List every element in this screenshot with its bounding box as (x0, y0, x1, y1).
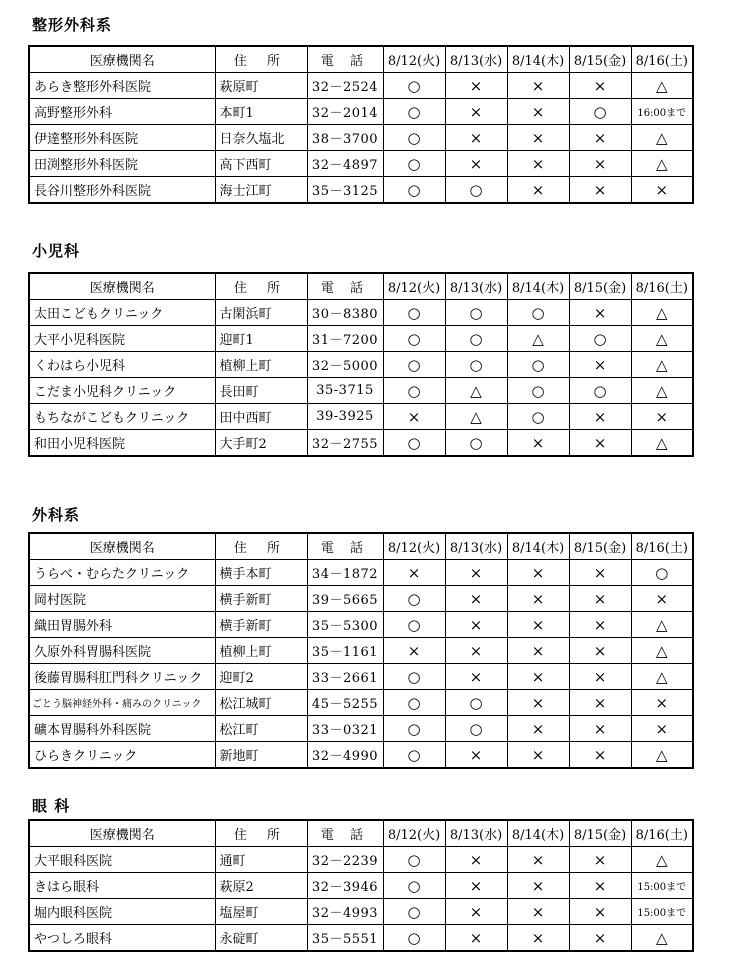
clinic-name: 長谷川整形外科医院 (29, 177, 215, 204)
availability-mark: × (507, 664, 569, 690)
table-row (29, 612, 693, 638)
availability-mark: ○ (383, 873, 445, 899)
header-name: 医療機関名 (29, 820, 215, 847)
header-date: 8/16(土) (631, 533, 693, 560)
table-row (29, 586, 693, 612)
table-row (29, 638, 693, 664)
table-row (29, 925, 693, 952)
availability-mark: × (507, 586, 569, 612)
schedule-table (28, 532, 694, 769)
header-name: 医療機関名 (29, 533, 215, 560)
header-date: 8/16(土) (631, 46, 693, 73)
header-date: 8/13(水) (445, 273, 507, 300)
header-row (29, 533, 693, 560)
availability-mark: × (507, 742, 569, 769)
availability-mark: × (569, 925, 631, 952)
clinic-address: 古閑浜町 (215, 300, 307, 326)
clinic-name: 大平小児科医院 (29, 326, 215, 352)
availability-mark: × (569, 612, 631, 638)
availability-mark: × (445, 73, 507, 99)
header-date: 8/16(土) (631, 273, 693, 300)
table-row (29, 125, 693, 151)
table-row (29, 378, 693, 404)
header-date: 8/13(水) (445, 46, 507, 73)
availability-mark: ○ (445, 716, 507, 742)
clinic-address: 大手町2 (215, 430, 307, 457)
clinic-tel: 35－5551 (307, 925, 383, 952)
availability-mark: × (569, 690, 631, 716)
availability-mark: △ (631, 847, 693, 873)
clinic-address: 本町1 (215, 99, 307, 125)
availability-mark: × (507, 638, 569, 664)
availability-mark: ○ (507, 378, 569, 404)
availability-mark: × (445, 612, 507, 638)
availability-mark: × (507, 612, 569, 638)
availability-mark: ○ (507, 404, 569, 430)
header-date: 8/13(水) (445, 533, 507, 560)
clinic-name: こだま小児科クリニック (29, 378, 215, 404)
availability-mark: × (445, 586, 507, 612)
clinic-tel: 32－5000 (307, 352, 383, 378)
table-row (29, 664, 693, 690)
availability-mark: × (569, 638, 631, 664)
availability-mark: △ (631, 300, 693, 326)
clinic-name: やつしろ眼科 (29, 925, 215, 952)
clinic-name: 久原外科胃腸科医院 (29, 638, 215, 664)
clinic-tel: 30－8380 (307, 300, 383, 326)
availability-mark: × (507, 873, 569, 899)
table-row (29, 690, 693, 716)
availability-mark: ○ (383, 352, 445, 378)
availability-mark: × (569, 847, 631, 873)
clinic-tel: 32－4897 (307, 151, 383, 177)
header-date: 8/13(水) (445, 820, 507, 847)
availability-mark: × (445, 899, 507, 925)
availability-mark: △ (445, 378, 507, 404)
availability-mark: 15:00まで (631, 899, 693, 925)
clinic-address: 松江町 (215, 716, 307, 742)
availability-mark: × (383, 560, 445, 586)
availability-mark: × (569, 404, 631, 430)
availability-mark: △ (631, 352, 693, 378)
clinic-name: 伊達整形外科医院 (29, 125, 215, 151)
availability-mark: ○ (445, 352, 507, 378)
availability-mark: ○ (569, 99, 631, 125)
availability-mark: ○ (383, 177, 445, 204)
header-date: 8/12(火) (383, 820, 445, 847)
availability-mark: × (507, 73, 569, 99)
clinic-address: 日奈久塩北 (215, 125, 307, 151)
clinic-name: 大平眼科医院 (29, 847, 215, 873)
clinic-tel: 32－2014 (307, 99, 383, 125)
availability-mark: × (445, 151, 507, 177)
availability-mark: 16:00まで (631, 99, 693, 125)
clinic-tel: 32－3946 (307, 873, 383, 899)
availability-mark: ○ (383, 925, 445, 952)
clinic-tel: 45－5255 (307, 690, 383, 716)
availability-mark: △ (631, 925, 693, 952)
availability-mark: ○ (383, 378, 445, 404)
availability-mark: × (445, 873, 507, 899)
clinic-name: くわはら小児科 (29, 352, 215, 378)
availability-mark: ○ (383, 99, 445, 125)
header-row (29, 46, 693, 73)
clinic-name: もちながこどもクリニック (29, 404, 215, 430)
availability-mark: × (569, 899, 631, 925)
schedule-table (28, 819, 694, 952)
clinic-name: 和田小児科医院 (29, 430, 215, 457)
header-tel: 電 話 (307, 273, 383, 300)
availability-mark: × (507, 99, 569, 125)
availability-mark: ○ (383, 586, 445, 612)
availability-mark: × (569, 177, 631, 204)
section-title: 外科系 (32, 506, 81, 524)
clinic-address: 萩原2 (215, 873, 307, 899)
table-row (29, 742, 693, 769)
clinic-tel: 35-3715 (307, 378, 383, 404)
availability-mark: × (445, 560, 507, 586)
availability-mark: × (383, 638, 445, 664)
clinic-name: 高野整形外科 (29, 99, 215, 125)
section-title: 小児科 (32, 242, 81, 260)
availability-mark: △ (631, 73, 693, 99)
availability-mark: × (507, 125, 569, 151)
header-date: 8/15(金) (569, 273, 631, 300)
availability-mark: ○ (445, 690, 507, 716)
clinic-address: 通町 (215, 847, 307, 873)
availability-mark: △ (631, 430, 693, 457)
clinic-address: 横手新町 (215, 612, 307, 638)
header-name: 医療機関名 (29, 46, 215, 73)
header-name: 医療機関名 (29, 273, 215, 300)
availability-mark: × (507, 151, 569, 177)
clinic-name: あらき整形外科医院 (29, 73, 215, 99)
clinic-tel: 38－3700 (307, 125, 383, 151)
clinic-tel: 39-3925 (307, 404, 383, 430)
availability-mark: ○ (569, 378, 631, 404)
availability-mark: × (569, 430, 631, 457)
table-row (29, 300, 693, 326)
clinic-tel: 33－0321 (307, 716, 383, 742)
header-date: 8/14(木) (507, 46, 569, 73)
availability-mark: × (569, 664, 631, 690)
availability-mark: △ (631, 125, 693, 151)
clinic-tel: 32－2239 (307, 847, 383, 873)
availability-mark: × (631, 177, 693, 204)
clinic-tel: 32－4993 (307, 899, 383, 925)
clinic-tel: 32－2524 (307, 73, 383, 99)
availability-mark: × (631, 404, 693, 430)
availability-mark: × (631, 690, 693, 716)
clinic-name: うらべ・むらたクリニック (29, 560, 215, 586)
clinic-address: 松江城町 (215, 690, 307, 716)
availability-mark: × (507, 430, 569, 457)
availability-mark: ○ (445, 326, 507, 352)
availability-mark: × (383, 404, 445, 430)
availability-mark: ○ (383, 664, 445, 690)
clinic-name: 堀内眼科医院 (29, 899, 215, 925)
clinic-address: 高下西町 (215, 151, 307, 177)
availability-mark: △ (631, 742, 693, 769)
table-row (29, 404, 693, 430)
availability-mark: △ (631, 326, 693, 352)
availability-mark: ○ (383, 847, 445, 873)
availability-mark: ○ (383, 73, 445, 99)
availability-mark: ○ (383, 690, 445, 716)
availability-mark: ○ (445, 177, 507, 204)
header-address: 住 所 (215, 46, 307, 73)
availability-mark: 15:00まで (631, 873, 693, 899)
availability-mark: ○ (383, 612, 445, 638)
clinic-address: 横手本町 (215, 560, 307, 586)
clinic-address: 田中西町 (215, 404, 307, 430)
clinic-address: 萩原町 (215, 73, 307, 99)
availability-mark: ○ (569, 326, 631, 352)
availability-mark: ○ (383, 125, 445, 151)
availability-mark: △ (445, 404, 507, 430)
clinic-name: 太田こどもクリニック (29, 300, 215, 326)
availability-mark: × (507, 716, 569, 742)
availability-mark: × (507, 925, 569, 952)
header-date: 8/15(金) (569, 46, 631, 73)
clinic-address: 永碇町 (215, 925, 307, 952)
table-row (29, 430, 693, 457)
clinic-tel: 33－2661 (307, 664, 383, 690)
table-row (29, 151, 693, 177)
availability-mark: × (445, 925, 507, 952)
availability-mark: × (569, 873, 631, 899)
header-address: 住 所 (215, 273, 307, 300)
header-row (29, 820, 693, 847)
availability-mark: △ (631, 664, 693, 690)
availability-mark: × (445, 638, 507, 664)
table-row (29, 716, 693, 742)
header-date: 8/14(木) (507, 533, 569, 560)
availability-mark: ○ (507, 300, 569, 326)
availability-mark: × (445, 847, 507, 873)
header-date: 8/12(火) (383, 533, 445, 560)
clinic-address: 植柳上町 (215, 638, 307, 664)
clinic-tel: 32－2755 (307, 430, 383, 457)
header-address: 住 所 (215, 533, 307, 560)
availability-mark: ○ (445, 430, 507, 457)
table-row (29, 847, 693, 873)
availability-mark: ○ (383, 899, 445, 925)
availability-mark: × (507, 560, 569, 586)
table-row (29, 177, 693, 204)
header-row (29, 273, 693, 300)
clinic-address: 横手新町 (215, 586, 307, 612)
section-title: 整形外科系 (32, 16, 113, 34)
availability-mark: ○ (383, 742, 445, 769)
header-address: 住 所 (215, 820, 307, 847)
clinic-name: ひらきクリニック (29, 742, 215, 769)
header-tel: 電 話 (307, 820, 383, 847)
clinic-tel: 32－4990 (307, 742, 383, 769)
availability-mark: × (507, 690, 569, 716)
availability-mark: ○ (383, 430, 445, 457)
clinic-address: 長田町 (215, 378, 307, 404)
clinic-address: 新地町 (215, 742, 307, 769)
availability-mark: × (445, 742, 507, 769)
availability-mark: × (569, 716, 631, 742)
availability-mark: × (569, 352, 631, 378)
clinic-address: 海士江町 (215, 177, 307, 204)
header-date: 8/14(木) (507, 820, 569, 847)
clinic-tel: 34－1872 (307, 560, 383, 586)
table-row (29, 73, 693, 99)
availability-mark: × (507, 899, 569, 925)
clinic-name: 後藤胃腸科肛門科クリニック (29, 664, 215, 690)
availability-mark: △ (507, 326, 569, 352)
availability-mark: △ (631, 638, 693, 664)
clinic-name: ごとう脳神経外科・痛みのクリニック (29, 690, 215, 716)
availability-mark: × (507, 177, 569, 204)
clinic-tel: 35－1161 (307, 638, 383, 664)
availability-mark: △ (631, 378, 693, 404)
header-tel: 電 話 (307, 533, 383, 560)
availability-mark: × (569, 125, 631, 151)
clinic-name: 織田胃腸外科 (29, 612, 215, 638)
availability-mark: × (445, 125, 507, 151)
clinic-tel: 39－5665 (307, 586, 383, 612)
availability-mark: ○ (445, 300, 507, 326)
table-row (29, 873, 693, 899)
availability-mark: × (631, 586, 693, 612)
header-date: 8/14(木) (507, 273, 569, 300)
availability-mark: × (569, 586, 631, 612)
availability-mark: × (569, 742, 631, 769)
clinic-tel: 35－5300 (307, 612, 383, 638)
clinic-name: 岡村医院 (29, 586, 215, 612)
availability-mark: ○ (383, 300, 445, 326)
availability-mark: × (569, 300, 631, 326)
availability-mark: × (631, 716, 693, 742)
header-date: 8/16(土) (631, 820, 693, 847)
availability-mark: × (569, 73, 631, 99)
clinic-address: 迎町1 (215, 326, 307, 352)
table-row (29, 326, 693, 352)
header-tel: 電 話 (307, 46, 383, 73)
availability-mark: × (569, 560, 631, 586)
header-date: 8/12(火) (383, 273, 445, 300)
clinic-address: 塩屋町 (215, 899, 307, 925)
availability-mark: ○ (631, 560, 693, 586)
schedule-table (28, 272, 694, 457)
clinic-address: 迎町2 (215, 664, 307, 690)
header-date: 8/15(金) (569, 820, 631, 847)
clinic-name: 礦本胃腸科外科医院 (29, 716, 215, 742)
schedule-table (28, 45, 694, 204)
table-row (29, 99, 693, 125)
table-row (29, 352, 693, 378)
header-date: 8/12(火) (383, 46, 445, 73)
availability-mark: △ (631, 612, 693, 638)
clinic-address: 植柳上町 (215, 352, 307, 378)
clinic-name: きはら眼科 (29, 873, 215, 899)
availability-mark: ○ (507, 352, 569, 378)
availability-mark: × (569, 151, 631, 177)
table-row (29, 560, 693, 586)
availability-mark: × (445, 99, 507, 125)
clinic-tel: 35－3125 (307, 177, 383, 204)
header-date: 8/15(金) (569, 533, 631, 560)
availability-mark: ○ (383, 326, 445, 352)
availability-mark: ○ (383, 716, 445, 742)
clinic-name: 田渕整形外科医院 (29, 151, 215, 177)
availability-mark: △ (631, 151, 693, 177)
section-title: 眼 科 (32, 797, 71, 815)
table-row (29, 899, 693, 925)
clinic-tel: 31－7200 (307, 326, 383, 352)
availability-mark: × (445, 664, 507, 690)
availability-mark: × (507, 847, 569, 873)
availability-mark: ○ (383, 151, 445, 177)
